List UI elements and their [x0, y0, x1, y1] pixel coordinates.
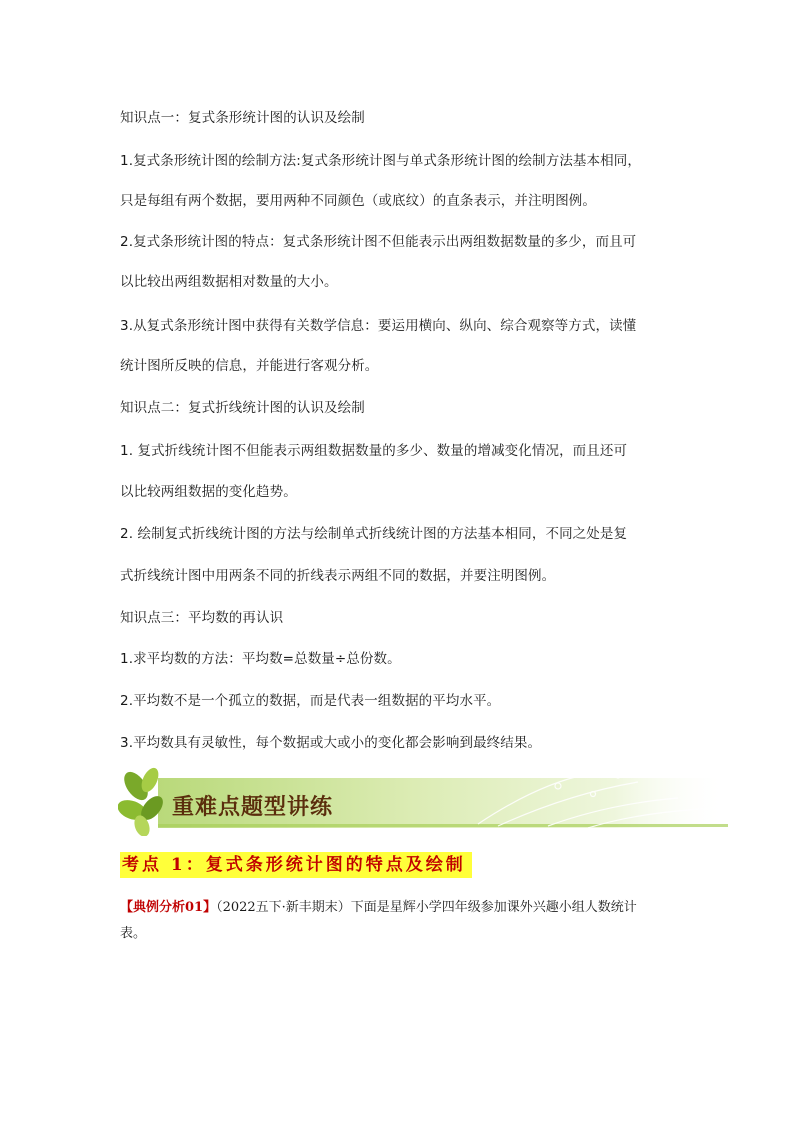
section1-p3-line2: 统计图所反映的信息，并能进行客观分析。 — [120, 358, 379, 374]
section1-p3-line1: 3.从复式条形统计图中获得有关数学信息：要运用横向、纵向、综合观察等方式，读懂 — [120, 318, 637, 334]
example-text-line2: 表。 — [120, 926, 147, 941]
section1-p2-line1: 2.复式条形统计图的特点：复式条形统计图不但能表示出两组数据数量的多少，而且可 — [120, 234, 637, 250]
section1-p2-line2: 以比较出两组数据相对数量的大小。 — [120, 274, 338, 290]
banner-title: 重难点题型讲练 — [172, 795, 334, 820]
kaodian-heading: 考点 1：复式条形统计图的特点及绘制 — [120, 852, 472, 878]
section3-title: 知识点三：平均数的再认识 — [120, 610, 284, 626]
section2-p2-line2: 式折线统计图中用两条不同的折线表示两组不同的数据，并要注明图例。 — [120, 568, 556, 584]
section1-title: 知识点一：复式条形统计图的认识及绘制 — [120, 110, 365, 126]
section3-p3: 3.平均数具有灵敏性，每个数据或大或小的变化都会影响到最终结果。 — [120, 735, 542, 751]
section-banner — [118, 764, 728, 836]
section2-title: 知识点二：复式折线统计图的认识及绘制 — [120, 400, 365, 416]
section1-p1-line2: 只是每组有两个数据，要用两种不同颜色（或底纹）的直条表示，并注明图例。 — [120, 193, 596, 209]
example-paragraph — [120, 895, 690, 947]
section1-p1-line1: 1.复式条形统计图的绘制方法:复式条形统计图与单式条形统计图的绘制方法基本相同， — [120, 153, 641, 169]
section3-p1: 1.求平均数的方法：平均数=总数量÷总份数。 — [120, 651, 401, 667]
section2-p1-line1: 1. 复式折线统计图不但能表示两组数据数量的多少、数量的增减变化情况，而且还可 — [120, 443, 628, 459]
section2-p1-line2: 以比较两组数据的变化趋势。 — [120, 484, 297, 500]
example-tag: 【典例分析01】 — [120, 900, 217, 915]
section2-p2-line1: 2. 绘制复式折线统计图的方法与绘制单式折线统计图的方法基本相同，不同之处是复 — [120, 526, 628, 542]
example-text-line1: （2022五下·新丰期末）下面是星辉小学四年级参加课外兴趣小组人数统计 — [216, 900, 637, 915]
section3-p2: 2.平均数不是一个孤立的数据，而是代表一组数据的平均水平。 — [120, 693, 501, 709]
